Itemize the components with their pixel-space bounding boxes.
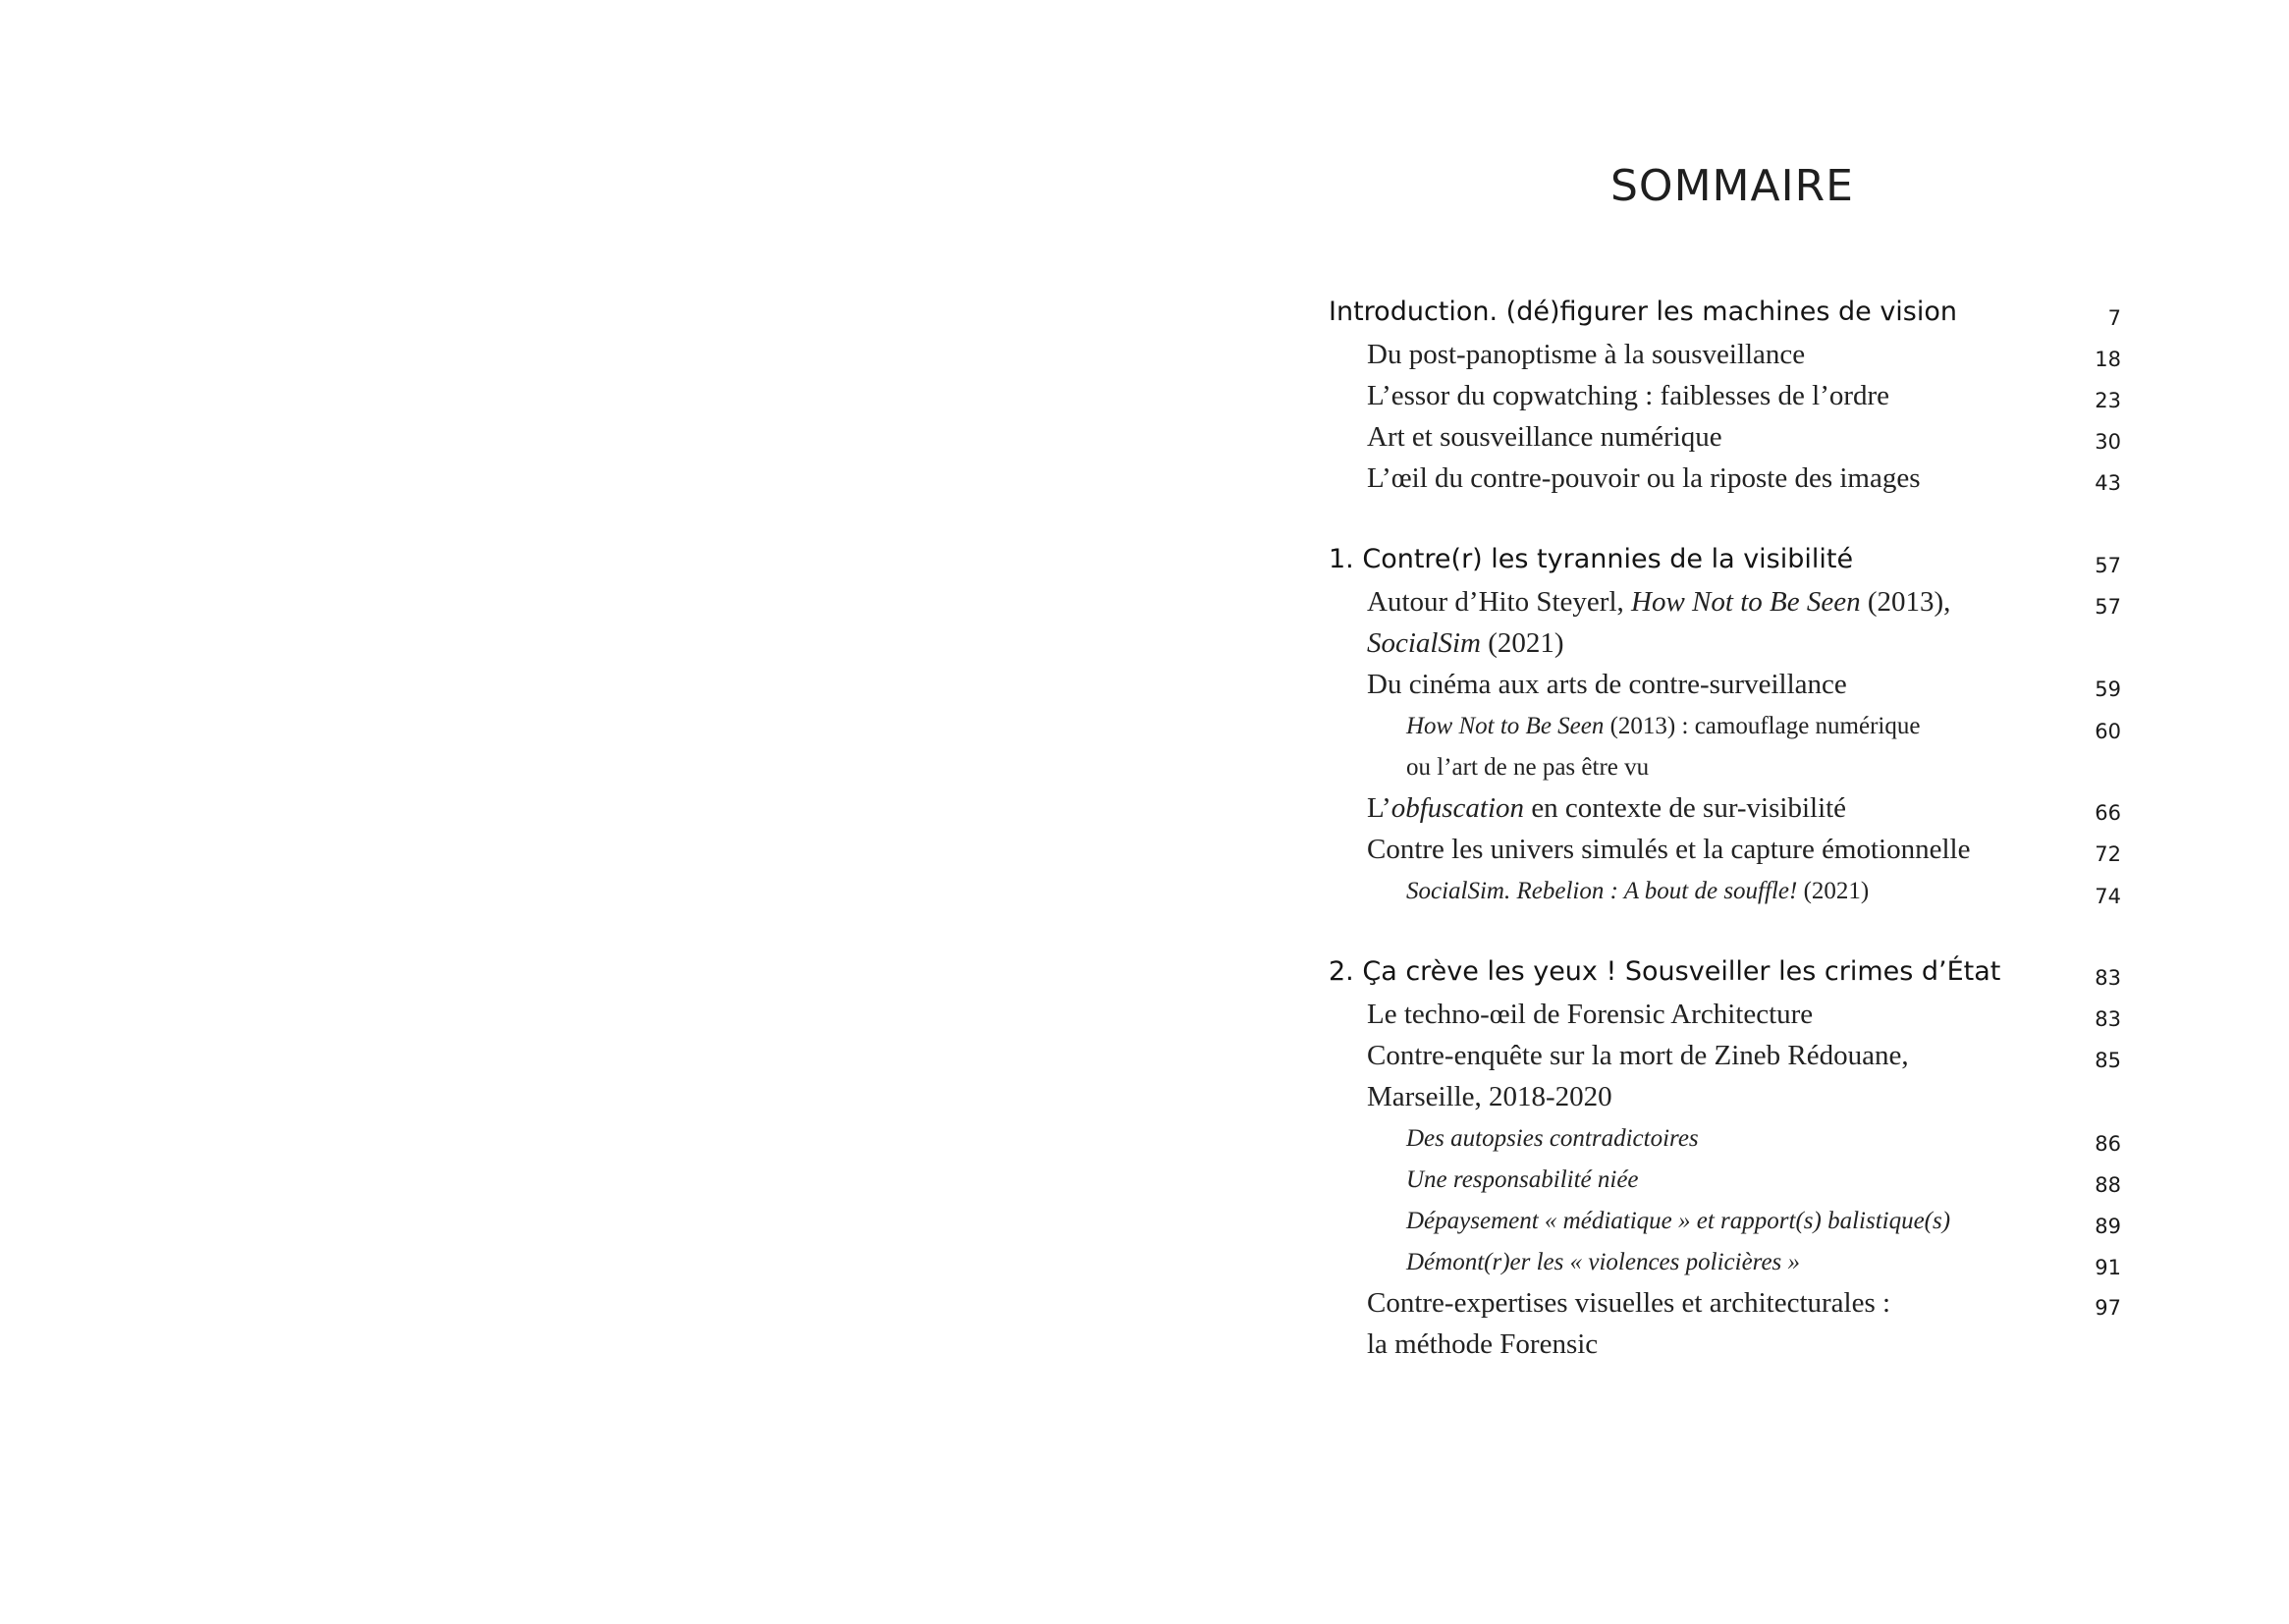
toc-page-number: 72 — [2095, 842, 2121, 866]
toc-label: L’essor du copwatching : faiblesses de l’ordre — [1367, 380, 1890, 411]
toc-page-number: 88 — [2095, 1173, 2121, 1197]
toc-label-continued: la méthode Forensic — [1367, 1328, 1599, 1360]
toc-page-number: 59 — [2095, 677, 2121, 701]
toc-page-number: 97 — [2095, 1296, 2121, 1320]
toc-page-number: 18 — [2095, 348, 2121, 371]
toc-page-number: 57 — [2095, 554, 2121, 577]
toc-label: Des autopsies contradictoires — [1406, 1125, 1699, 1152]
toc-page-number: 30 — [2095, 430, 2121, 454]
toc-label: Le techno-œil de Forensic Architecture — [1367, 999, 1814, 1030]
toc-label-continued: SocialSim (2021) — [1367, 627, 1564, 659]
toc-page-number: 7 — [2107, 306, 2121, 330]
toc-label: 1. Contre(r) les tyrannies de la visibilité — [1329, 544, 1854, 574]
toc-page-number: 66 — [2095, 801, 2121, 825]
toc-label: SocialSim. Rebelion : A bout de souffle! (2021) — [1406, 878, 1870, 904]
toc-label: L’œil du contre-pouvoir ou la riposte des images — [1367, 462, 1921, 494]
toc-page-number: 74 — [2095, 885, 2121, 908]
toc-label: Introduction. (dé)figurer les machines de vision — [1329, 297, 1957, 327]
toc-page-number: 91 — [2095, 1256, 2121, 1279]
toc-page-number: 83 — [2095, 1007, 2121, 1031]
toc-label: Du cinéma aux arts de contre-surveillance — [1367, 669, 1847, 700]
toc-label: Contre-enquête sur la mort de Zineb Rédouane, — [1367, 1040, 1909, 1071]
toc-page-number: 43 — [2095, 471, 2121, 495]
toc-page-number: 60 — [2095, 720, 2121, 743]
toc-label-continued: ou l’art de ne pas être vu — [1406, 754, 1650, 781]
toc-page-number: 57 — [2095, 595, 2121, 619]
toc-label: How Not to Be Seen (2013) : camouflage numérique — [1406, 713, 1921, 739]
toc-page-number: 86 — [2095, 1132, 2121, 1156]
page-title: SOMMAIRE — [1610, 161, 1854, 211]
toc-page-number: 85 — [2095, 1049, 2121, 1072]
toc-label: 2. Ça crève les yeux ! Sousveiller les crimes d’État — [1329, 956, 2001, 987]
toc-label: Démont(r)er les « violences policières » — [1406, 1249, 1801, 1275]
toc-page-number: 23 — [2095, 389, 2121, 412]
toc-label: Dépaysement « médiatique » et rapport(s) balistique(s) — [1406, 1208, 1951, 1234]
toc-label: L’obfuscation en contexte de sur-visibilité — [1367, 792, 1847, 824]
toc-page-number: 83 — [2095, 966, 2121, 990]
toc-page-number: 89 — [2095, 1215, 2121, 1238]
toc-label-continued: Marseille, 2018-2020 — [1367, 1081, 1612, 1112]
toc-label: Du post-panoptisme à la sousveillance — [1367, 339, 1806, 370]
toc-label: Une responsabilité niée — [1406, 1166, 1639, 1193]
toc-label: Contre les univers simulés et la capture émotionnelle — [1367, 834, 1971, 865]
toc-label: Art et sousveillance numérique — [1367, 421, 1722, 453]
toc-label: Contre-expertises visuelles et architecturales : — [1367, 1287, 1891, 1319]
toc-label: Autour d’Hito Steyerl, How Not to Be Seen (2013), — [1367, 586, 1951, 618]
